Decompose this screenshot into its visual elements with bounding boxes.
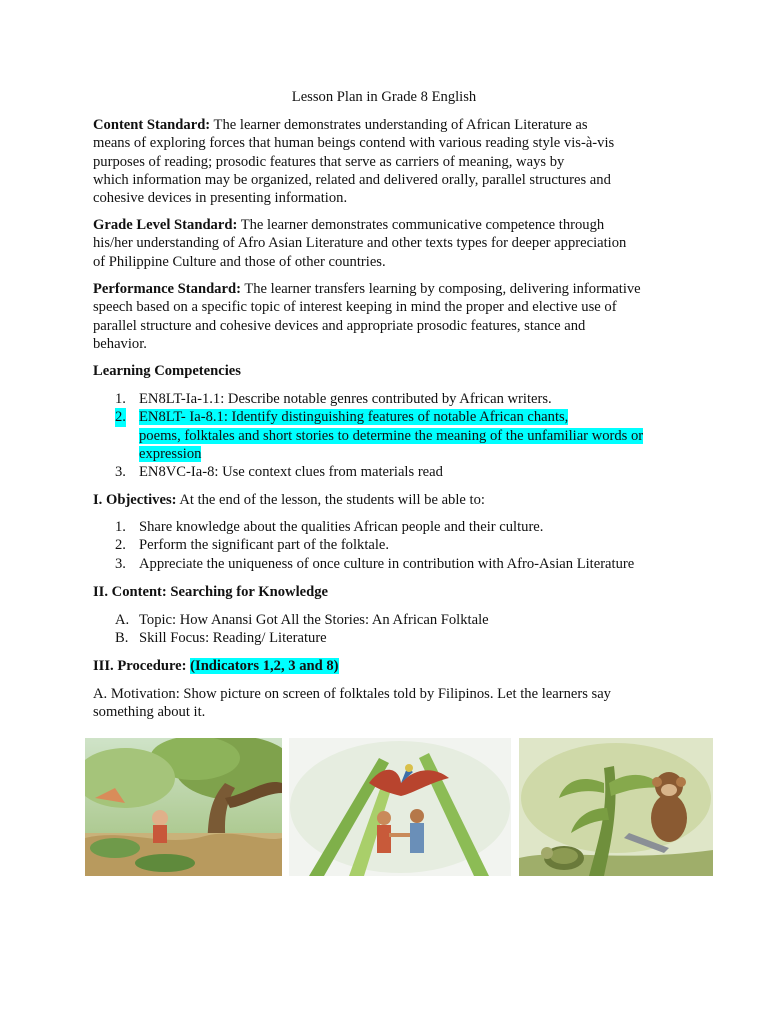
content-standard-label: Content Standard: (93, 117, 211, 133)
list-item: 3. Appreciate the uniqueness of once culture in contribution with Afro-Asian Literature (115, 555, 635, 572)
list-item: 1. Share knowledge about the qualities African people and their culture. (115, 519, 544, 535)
folktale-bird-and-people-illustration (289, 738, 511, 876)
folktale-monkey-and-turtle-illustration (519, 738, 713, 876)
performance-standard-label: Performance Standard: (93, 281, 241, 297)
objectives-list (93, 518, 693, 573)
motivation-paragraph: A. Motivation: Show picture on screen of folktales told by Filipinos. Let the learners say something about it. (93, 686, 611, 721)
content-list (93, 611, 678, 648)
highlighted-text: expression (139, 445, 202, 462)
list-item: 1. EN8LT-Ia-1.1: Describe notable genres contributed by African writers. (115, 391, 552, 407)
content-standard-paragraph: Content Standard: The learner demonstrates understanding of African Literature as means of exploring forces that human beings contend with various reading style vis-à-vis purposes of reading; prosodic features that serve as carriers of meaning, ways by which information may be organized, related and delivered orally, parallel structures and cohesive devices in presenting information. (93, 117, 615, 207)
page-title: Lesson Plan in Grade 8 English (291, 89, 477, 105)
objectives-label: I. Objectives: (93, 492, 177, 508)
highlighted-text: EN8LT- Ia-8.1: Identify distinguishing features of notable African chants, (139, 409, 569, 426)
procedure-heading (93, 657, 678, 675)
list-item: A. Topic: How Anansi Got All the Stories: An African Folktale (115, 612, 489, 628)
list-item: 2. EN8LT- Ia-8.1: Identify distinguishing features of notable African chants, poems, folktales and short stories to determine the meaning of the unfamiliar words or expression (115, 409, 644, 462)
objectives-paragraph: I. Objectives: At the end of the lesson, the students will be able to: (93, 492, 485, 508)
list-item: B. Skill Focus: Reading/ Literature (115, 630, 327, 647)
learning-competencies-list (93, 390, 693, 481)
procedure-label: III. Procedure: (93, 658, 187, 674)
performance-standard-paragraph: Performance Standard: The learner transfers learning by composing, delivering informative speech based on a specific topic of interest keeping in mind the proper and elective use of parallel structure and cohesive devices and appropriate prosodic features, stance and behavior. (93, 281, 641, 352)
list-item: 3. EN8VC-Ia-8: Use context clues from materials read (115, 464, 443, 481)
grade-level-standard-label: Grade Level Standard: (93, 217, 238, 233)
content-heading: II. Content: Searching for Knowledge (93, 584, 328, 600)
learning-competencies-heading: Learning Competencies (93, 363, 241, 379)
list-item: 2. Perform the significant part of the folktale. (115, 537, 390, 554)
grade-level-standard-paragraph: Grade Level Standard: The learner demonstrates communicative competence through his/her understanding of Afro Asian Literature and other texts types for deeper appreciation of Philippine Culture and those of other countries. (93, 217, 627, 270)
folktale-forest-illustration (85, 738, 282, 876)
highlighted-text: poems, folktales and short stories to determine the meaning of the unfamiliar words or (139, 427, 644, 444)
indicators-highlight: (Indicators 1,2, 3 and 8) (190, 658, 339, 674)
